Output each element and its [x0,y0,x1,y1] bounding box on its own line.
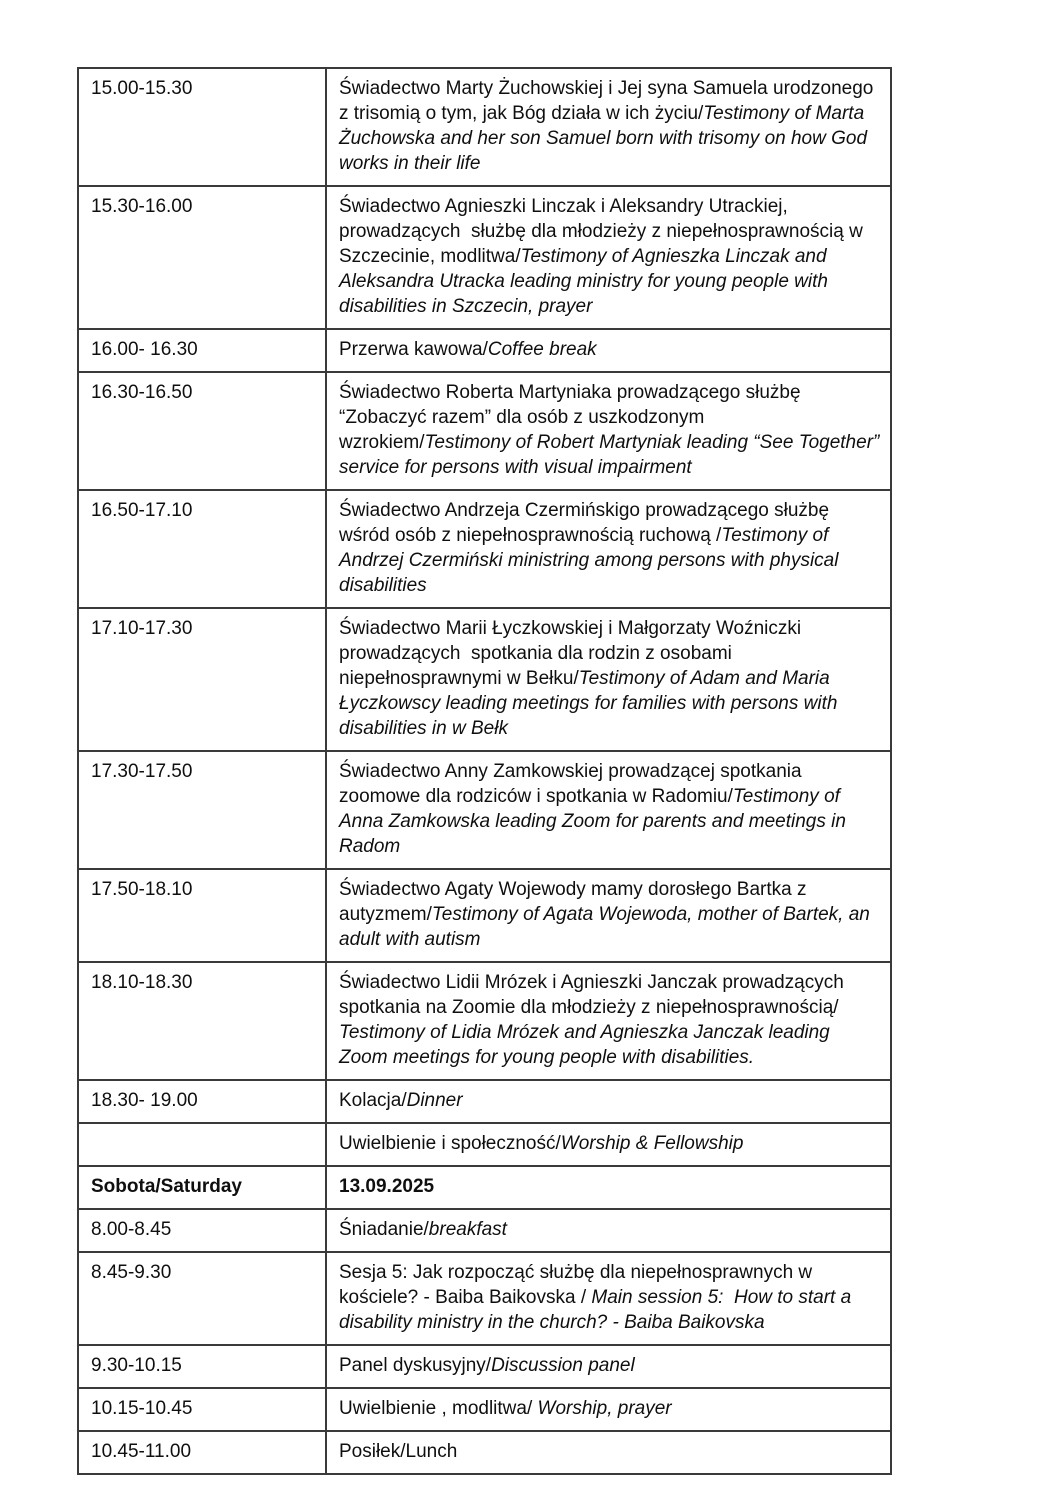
table-row [78,329,891,372]
text-segment: Dinner [406,1090,463,1111]
text-segment: Posiłek/Lunch [339,1441,458,1462]
text-segment: Testimony of Robert Martyniak leading “See Together” service for persons with visual impairment [339,432,885,478]
table-row [78,869,891,962]
table-row [78,1345,891,1388]
description-cell [326,1166,891,1209]
time-cell: 16.50-17.10 [78,490,326,608]
description-cell [326,68,891,186]
text-segment: Świadectwo Andrzeja Czermińskigo prowadzącego służbę wśród osób z niepełnosprawnością ruchową / [339,500,835,546]
time-cell: 9.30-10.15 [78,1345,326,1388]
description-cell [326,1388,891,1431]
time-cell: 18.10-18.30 [78,962,326,1080]
description-cell [326,1123,891,1166]
table-row [78,1209,891,1252]
text-segment: Testimony of Anna Zamkowska leading Zoom for parents and meetings in Radom [339,786,852,857]
table-row [78,372,891,490]
time-cell: Sobota/Saturday [78,1166,326,1209]
table-row [78,751,891,869]
description-cell [326,372,891,490]
time-cell: 15.00-15.30 [78,68,326,186]
description-cell [326,1080,891,1123]
text-segment: Świadectwo Marty Żuchowskiej i Jej syna Samuela urodzonego z trisomią o tym, jak Bóg działa w ich życiu/ [339,78,879,124]
time-cell: 16.00- 16.30 [78,329,326,372]
text-segment: Testimony of Marta Żuchowska and her son Samuel born with trisomy on how God works in their life [339,103,873,174]
table-row [78,1388,891,1431]
table-row [78,608,891,751]
description-cell [326,869,891,962]
time-cell: 16.30-16.50 [78,372,326,490]
description-cell [326,962,891,1080]
text-segment: Przerwa kawowa/ [339,339,488,360]
time-cell: 17.50-18.10 [78,869,326,962]
time-cell: 10.45-11.00 [78,1431,326,1474]
text-segment: Świadectwo Agnieszki Linczak i Aleksandry Utrackiej, prowadzących służbę dla młodzieży z niepełnosprawnością w Szczecinie, modlitwa/ [339,196,869,267]
text-segment: Worship, prayer [537,1398,672,1419]
description-cell [326,1252,891,1345]
table-row [78,1252,891,1345]
description-cell [326,608,891,751]
time-cell: 15.30-16.00 [78,186,326,329]
text-segment: Uwielbienie i społeczność/ [339,1133,561,1154]
description-cell [326,1209,891,1252]
text-segment: Świadectwo Agaty Wojewody mamy dorosłego Bartka z autyzmem/ [339,879,812,925]
text-segment: Świadectwo Roberta Martyniaka prowadzącego służbę “Zobaczyć razem” dla osób z uszkodzonym wzrokiem/ [339,382,806,453]
time-cell: 18.30- 19.00 [78,1080,326,1123]
text-segment: Testimony of Andrzej Czermiński ministring among persons with physical disabilities [339,525,844,596]
table-row [78,1123,891,1166]
description-cell [326,329,891,372]
text-segment: Discussion panel [491,1355,635,1376]
text-segment: Świadectwo Anny Zamkowskiej prowadzącej spotkania zoomowe dla rodziców i spotkania w Radomiu/ [339,761,807,807]
time-cell: 8.45-9.30 [78,1252,326,1345]
description-cell [326,751,891,869]
description-cell [326,1345,891,1388]
text-segment: breakfast [428,1219,507,1240]
table-row [78,962,891,1080]
text-segment: Testimony of Adam and Maria Łyczkowscy leading meetings for families with persons with disabilities in w Bełk [339,668,843,739]
text-segment: Świadectwo Lidii Mrózek i Agnieszki Janczak prowadzących spotkania na Zoomie dla młodzieży z niepełnosprawnością/ [339,972,855,1018]
schedule-table-body [78,68,891,1474]
text-segment: Worship & Fellowship [560,1133,744,1154]
text-segment: Śniadanie/ [339,1219,429,1240]
table-row [78,1166,891,1209]
text-segment: Testimony of Lidia Mrózek and Agnieszka Janczak leading Zoom meetings for young people with disabilities. [339,997,844,1068]
table-row [78,490,891,608]
text-segment: Kolacja/ [339,1090,407,1111]
description-cell [326,1431,891,1474]
table-row [78,1080,891,1123]
text-segment: Main session 5: How to start a disability ministry in the church? - Baiba Baikovska [339,1287,857,1333]
text-segment: Testimony of Agnieszka Linczak and Aleksandra Utracka leading ministry for young people with disabilities in Szczecin, prayer [339,246,834,317]
text-segment: Świadectwo Marii Łyczkowskiej i Małgorzaty Woźniczki prowadzących spotkania dla rodzin z osobami niepełnosprawnymi w Bełku/ [339,618,807,689]
description-cell [326,186,891,329]
text-segment: Sesja 5: Jak rozpocząć służbę dla niepełnosprawnych w kościele? - Baiba Baikovska / [339,1262,818,1308]
time-cell: 10.15-10.45 [78,1388,326,1431]
time-cell: 17.30-17.50 [78,751,326,869]
description-cell [326,490,891,608]
schedule-table [77,67,892,1475]
text-segment: 13.09.2025 [339,1176,435,1197]
text-segment: Testimony of Agata Wojewoda, mother of Bartek, an adult with autism [339,904,876,950]
text-segment: Uwielbienie , modlitwa/ [339,1398,538,1419]
time-cell: 17.10-17.30 [78,608,326,751]
text-segment: Coffee break [487,339,597,360]
table-row [78,1431,891,1474]
time-cell [78,1123,326,1166]
text-segment: Panel dyskusyjny/ [339,1355,492,1376]
time-cell: 8.00-8.45 [78,1209,326,1252]
table-row [78,186,891,329]
table-row [78,68,891,186]
